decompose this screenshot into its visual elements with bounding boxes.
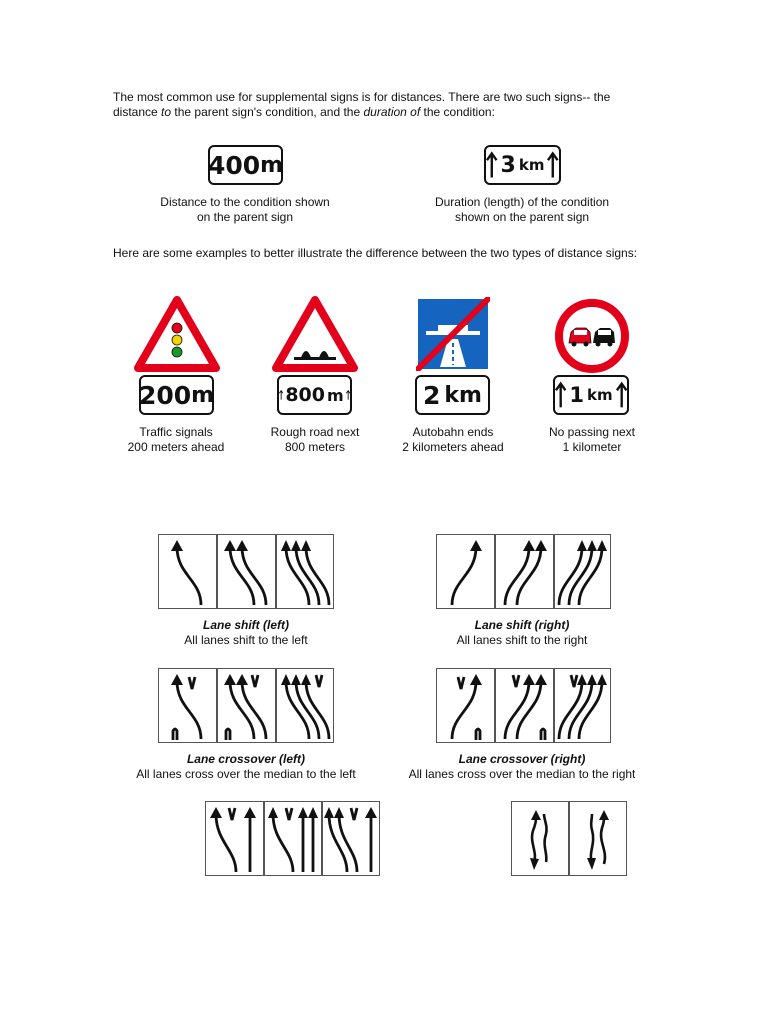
traffic-signals-warning-sign (134, 296, 220, 372)
lane-crossover-left-caption: Lane crossover (left) All lanes cross over the median to the left (136, 752, 356, 781)
rough-road-warning-sign (272, 296, 358, 372)
plate-1km: 1 km (553, 375, 629, 415)
up-arrow-icon (555, 381, 566, 409)
up-arrow-icon (616, 381, 627, 409)
example-caption-traffic-signals: Traffic signals 200 meters ahead (127, 425, 225, 454)
two-way-lane-panel-1 (511, 801, 569, 876)
no-passing-sign (555, 299, 629, 373)
lane-crossover-left-3-lanes (276, 668, 334, 743)
example-caption-rough-road: Rough road next 800 meters (270, 425, 360, 454)
lane-shift-left-1-lane (158, 534, 217, 609)
two-way-lane-panel-2 (569, 801, 627, 876)
autobahn-end-sign (416, 297, 490, 371)
plate-800m: 800 m (277, 375, 352, 415)
lane-crossover-right-caption: Lane crossover (right) All lanes cross over the median to the right (408, 752, 636, 781)
up-arrow-icon (547, 151, 559, 179)
examples-intro: Here are some examples to better illustrate the difference between the two types of distance signs: (113, 246, 638, 260)
lane-shift-right-2-lanes (495, 534, 554, 609)
example-caption-no-passing: No passing next 1 kilometer (548, 425, 636, 454)
lane-split-panel-2 (264, 801, 322, 876)
lane-split-panel-1 (205, 801, 264, 876)
lane-shift-left-2-lanes (217, 534, 276, 609)
duration-caption: Duration (length) of the condition shown on the parent sign (434, 195, 610, 224)
lane-crossover-left-1-lane (158, 668, 217, 743)
lane-crossover-left-2-lanes (217, 668, 276, 743)
up-arrow-icon (486, 151, 498, 179)
lane-shift-right-caption: Lane shift (right) All lanes shift to the right (456, 618, 588, 647)
intro-paragraph: The most common use for supplemental signs is for distances. There are two such signs-- the distance to the parent sign's condition, and the duration of the condition: (113, 90, 611, 119)
plate-200m: 200 m (139, 375, 214, 415)
lane-crossover-right-2-lanes (495, 668, 554, 743)
up-arrow-icon (346, 381, 350, 409)
example-caption-autobahn-ends: Autobahn ends 2 kilometers ahead (402, 425, 504, 454)
lane-crossover-right-1-lane (436, 668, 495, 743)
distance-plate-400m: 400 m (208, 145, 283, 185)
up-arrow-icon (279, 381, 283, 409)
plate-2km: 2 km (415, 375, 490, 415)
lane-split-panel-3 (322, 801, 380, 876)
lane-shift-right-3-lanes (554, 534, 611, 609)
lane-shift-left-caption: Lane shift (left) All lanes shift to the left (184, 618, 308, 647)
lane-shift-left-3-lanes (276, 534, 334, 609)
duration-plate-3km: 3 km (484, 145, 561, 185)
distance-caption: Distance to the condition shown on the parent sign (160, 195, 330, 224)
lane-shift-right-1-lane (436, 534, 495, 609)
lane-crossover-right-3-lanes (554, 668, 611, 743)
